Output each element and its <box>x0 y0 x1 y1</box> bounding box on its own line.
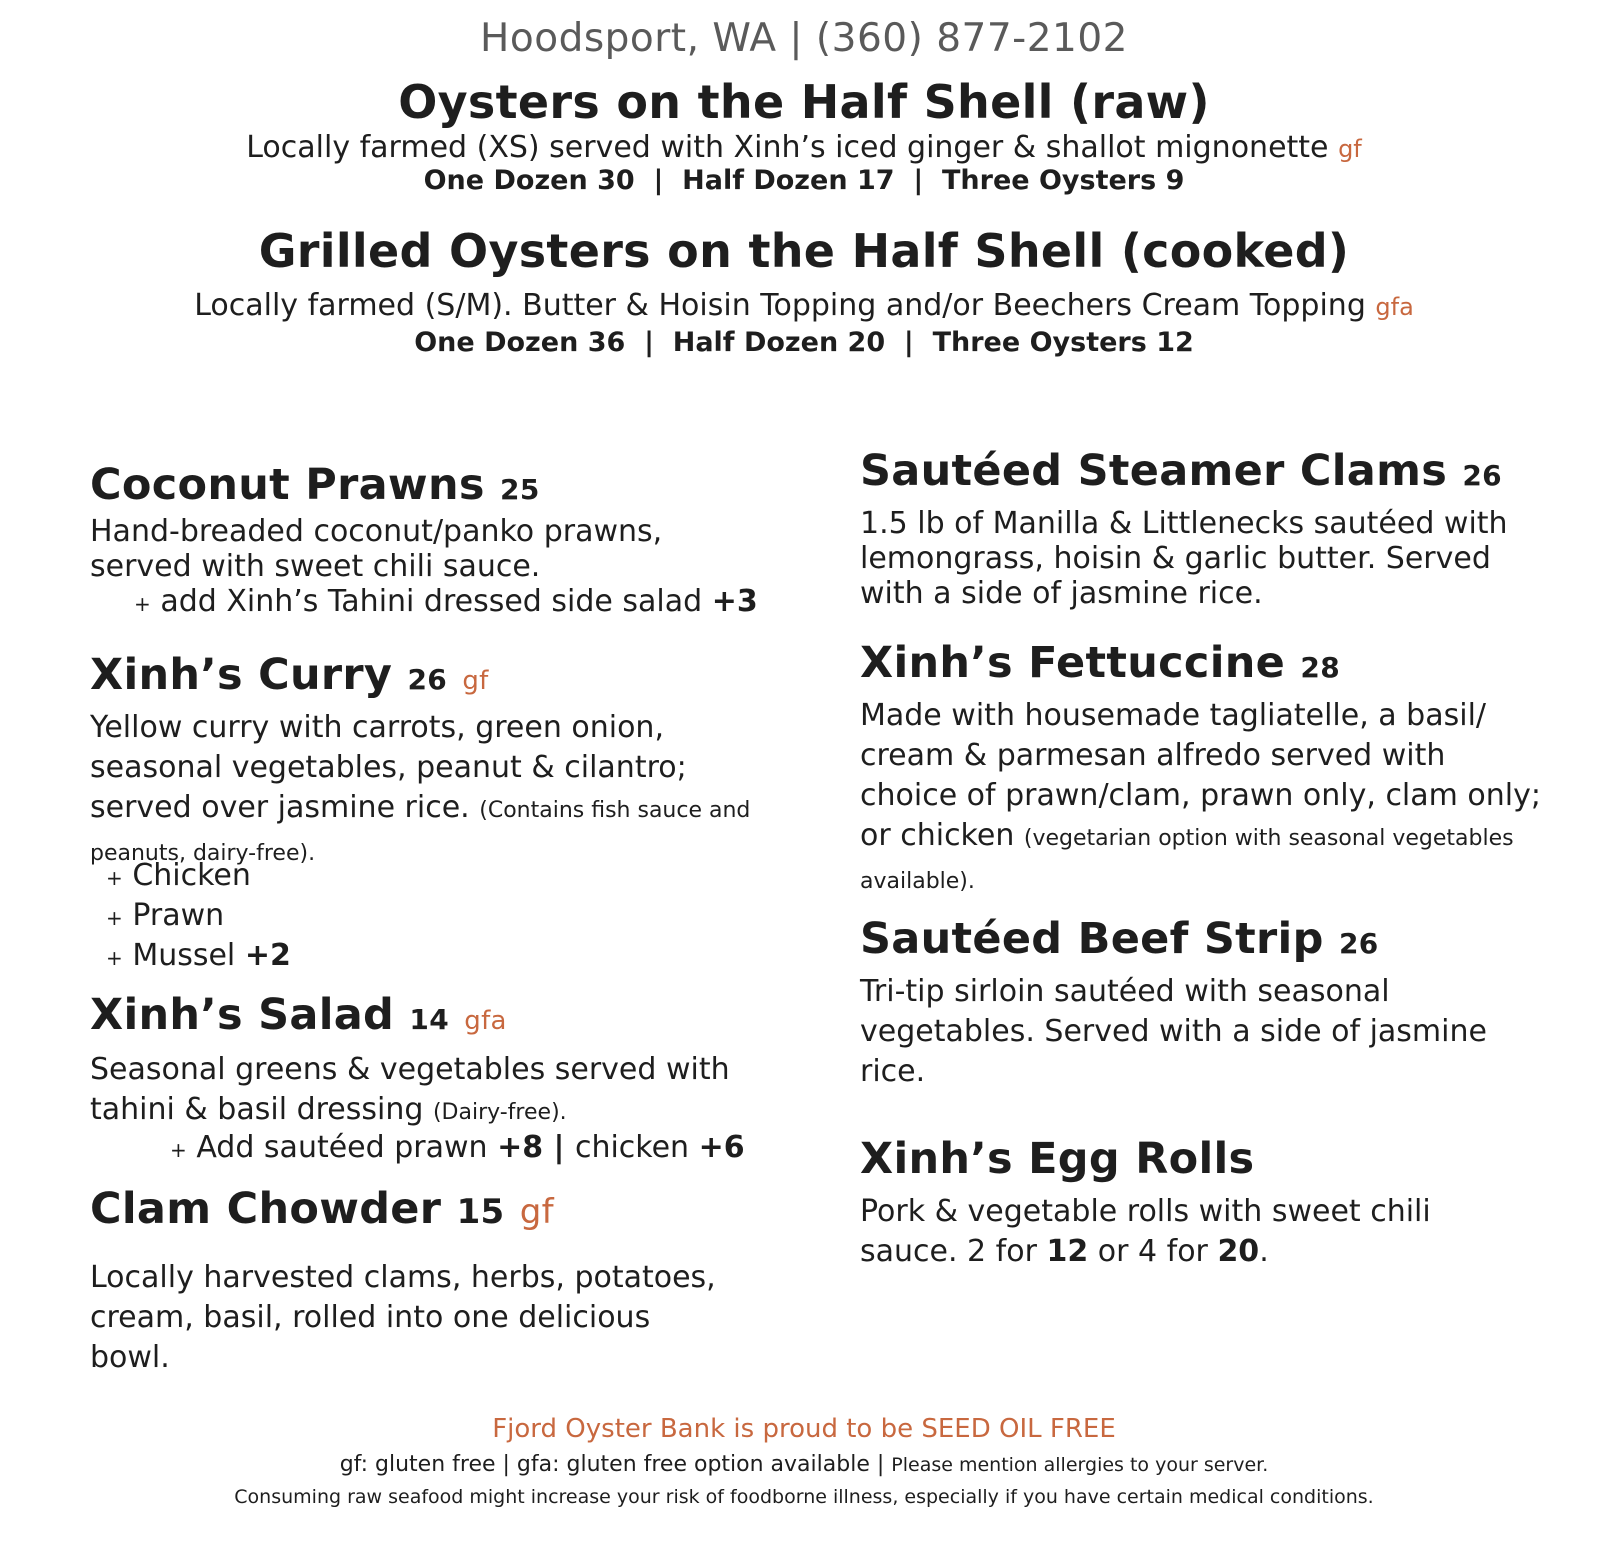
steamer-clams-description: 1.5 lb of Manilla & Littlenecks sautéed with lemongrass, hoisin & garlic butter. Served with a side of jasmine rice. <box>860 506 1508 611</box>
addon-price-prawn: +8 <box>497 1130 544 1165</box>
curry-option-mussel <box>106 938 291 973</box>
grilled-oysters-description-text: Locally farmed (S/M). Butter & Hoisin Topping and/or Beechers Cream Topping <box>194 288 1366 323</box>
seed-oil-free-notice: Fjord Oyster Bank is proud to be SEED OIL FREE <box>492 1414 1116 1444</box>
fettuccine-price: 28 <box>1300 651 1340 684</box>
egg-rolls-title <box>860 1134 1254 1184</box>
egg-rolls-name: Xinh’s Egg Rolls <box>860 1134 1255 1184</box>
steamer-clams-price: 26 <box>1462 459 1502 492</box>
grilled-oysters-prices: One Dozen 36 | Half Dozen 20 | Three Oysters 12 <box>414 327 1194 358</box>
grilled-oysters-title: Grilled Oysters on the Half Shell (cooked) <box>258 224 1350 278</box>
fettuccine-description <box>860 696 1550 902</box>
plus-symbol: + <box>170 1138 187 1162</box>
gfa-tag: gfa <box>1375 293 1414 321</box>
salad-note: (Dairy-free). <box>432 1100 567 1125</box>
coconut-prawns-title <box>90 460 540 510</box>
salad-title <box>90 990 507 1040</box>
coconut-prawns-addon <box>134 584 758 619</box>
plus-symbol: + <box>106 866 123 890</box>
egg-rolls-description-text: Pork & vegetable rolls with sweet chili sauce. 2 for <box>860 1194 1431 1269</box>
raw-oysters-title: Oysters on the Half Shell (raw) <box>398 75 1210 129</box>
fettuccine-title <box>860 638 1340 688</box>
beef-strip-price: 26 <box>1338 927 1379 960</box>
option-label: Chicken <box>132 858 251 893</box>
curry-description-text: Yellow curry with carrots, green onion, seasonal vegetables, peanut & cilantro; served over jasmine rice. <box>90 710 687 825</box>
salad-description <box>90 1050 780 1133</box>
addon-text-prawn: Add sautéed prawn <box>196 1130 488 1165</box>
addon-text: add Xinh’s Tahini dressed side salad <box>160 584 703 619</box>
steamer-clams-title <box>860 446 1502 496</box>
raw-oysters-description-text: Locally farmed (XS) served with Xinh’s iced ginger & shallot mignonette <box>246 130 1329 165</box>
coconut-prawns-price: 25 <box>500 473 540 506</box>
option-label: Mussel <box>132 938 236 973</box>
chowder-price: 15 <box>456 1192 505 1232</box>
salad-price: 14 <box>409 1003 449 1036</box>
curry-price: 26 <box>407 663 448 696</box>
legend-text: gf: gluten free | gfa: gluten free option available | <box>339 1452 885 1477</box>
curry-name: Xinh’s Curry <box>90 650 393 700</box>
addon-separator: | <box>543 1130 575 1165</box>
coconut-prawns-name: Coconut Prawns <box>90 460 485 510</box>
grilled-oysters-description <box>0 288 1608 323</box>
fettuccine-name: Xinh’s Fettuccine <box>860 638 1286 688</box>
egg-rolls-description <box>860 1192 1500 1272</box>
raw-oysters-description <box>0 130 1608 165</box>
salad-name: Xinh’s Salad <box>90 990 395 1040</box>
salad-description-text: Seasonal greens & vegetables served with tahini & basil dressing <box>90 1052 730 1127</box>
curry-description <box>90 708 770 874</box>
curry-option-chicken <box>106 858 251 893</box>
curry-note: (Contains fish sauce and peanuts, dairy-free). <box>90 798 751 866</box>
allergy-notice: Please mention allergies to your server. <box>891 1454 1269 1476</box>
curry-option-prawn <box>106 898 224 933</box>
steamer-clams-name: Sautéed Steamer Clams <box>860 446 1448 496</box>
plus-symbol: + <box>134 592 151 616</box>
salad-addon <box>170 1130 745 1165</box>
raw-oysters-prices: One Dozen 30 | Half Dozen 17 | Three Oysters 9 <box>423 165 1185 196</box>
gf-tag: gf <box>462 666 489 696</box>
location-phone-header: Hoodsport, WA | (360) 877-2102 <box>480 16 1128 61</box>
gfa-tag: gfa <box>464 1006 507 1036</box>
chowder-name: Clam Chowder <box>90 1184 442 1234</box>
chowder-description: Locally harvested clams, herbs, potatoes, cream, basil, rolled into one delicious bowl. <box>90 1260 716 1375</box>
egg-rolls-price-2: 12 <box>1046 1234 1089 1269</box>
addon-price: +3 <box>711 584 758 619</box>
egg-rolls-description-or: or 4 for <box>1097 1234 1208 1269</box>
gf-tag: gf <box>519 1192 554 1232</box>
chowder-title <box>90 1184 554 1234</box>
curry-title <box>90 650 489 700</box>
raw-seafood-warning: Consuming raw seafood might increase your risk of foodborne illness, especially if you have certain medical conditions. <box>234 1486 1374 1508</box>
fettuccine-description-text: Made with housemade tagliatelle, a basil/ cream & parmesan alfredo served with choice of prawn/clam, prawn only, clam only; or chicken <box>860 698 1541 853</box>
addon-text-chicken: chicken <box>574 1130 690 1165</box>
addon-price-chicken: +6 <box>698 1130 745 1165</box>
dietary-legend <box>0 1452 1608 1477</box>
gf-tag: gf <box>1338 135 1362 163</box>
fettuccine-note: (vegetarian option with seasonal vegetables available). <box>860 826 1514 894</box>
option-label: Prawn <box>132 898 225 933</box>
beef-strip-title <box>860 914 1379 964</box>
egg-rolls-price-4: 20 <box>1217 1234 1260 1269</box>
beef-strip-name: Sautéed Beef Strip <box>860 914 1324 964</box>
coconut-prawns-description: Hand-breaded coconut/panko prawns, served with sweet chili sauce. <box>90 514 663 584</box>
option-price: +2 <box>244 938 291 973</box>
plus-symbol: + <box>106 946 123 970</box>
plus-symbol: + <box>106 906 123 930</box>
egg-rolls-period: . <box>1259 1234 1269 1269</box>
beef-strip-description: Tri-tip sirloin sautéed with seasonal vegetables. Served with a side of jasmine rice. <box>860 974 1487 1089</box>
